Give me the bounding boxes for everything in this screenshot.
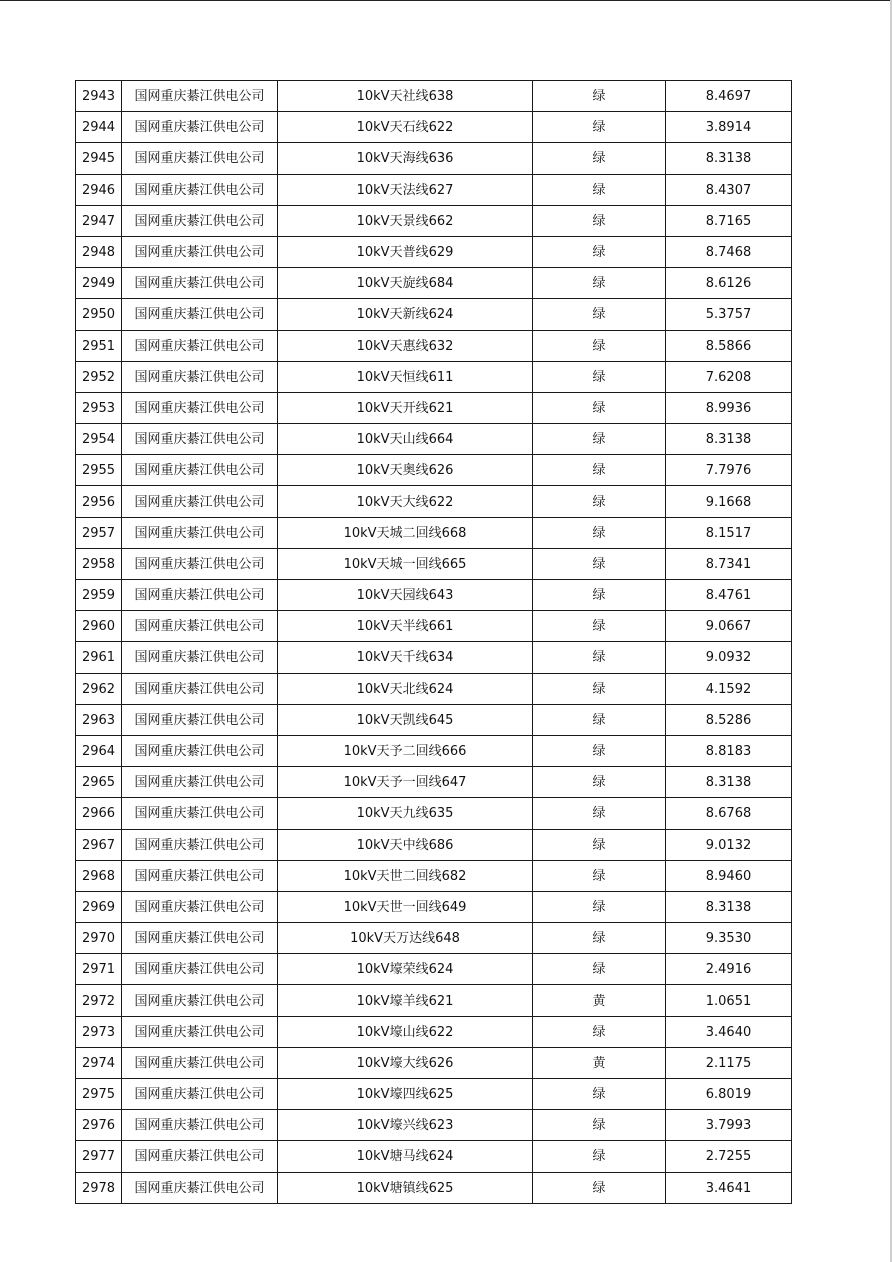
status-cell: 绿 — [533, 112, 666, 143]
line-name-cell: 10kV天城二回线668 — [278, 517, 533, 548]
row-number-cell: 2977 — [76, 1141, 122, 1172]
company-cell: 国网重庆綦江供电公司 — [122, 517, 278, 548]
row-number-cell: 2966 — [76, 798, 122, 829]
company-cell: 国网重庆綦江供电公司 — [122, 268, 278, 299]
status-cell: 绿 — [533, 361, 666, 392]
company-cell: 国网重庆綦江供电公司 — [122, 611, 278, 642]
company-cell: 国网重庆綦江供电公司 — [122, 735, 278, 766]
table-row — [76, 1079, 792, 1110]
value-cell: 8.9460 — [666, 860, 792, 891]
table-row — [76, 268, 792, 299]
row-number-cell: 2958 — [76, 548, 122, 579]
line-name-cell: 10kV天万达线648 — [278, 923, 533, 954]
line-name-cell: 10kV天惠线632 — [278, 330, 533, 361]
row-number-cell: 2962 — [76, 673, 122, 704]
status-cell: 黄 — [533, 985, 666, 1016]
line-name-cell: 10kV天予一回线647 — [278, 767, 533, 798]
table-row — [76, 81, 792, 112]
company-cell: 国网重庆綦江供电公司 — [122, 330, 278, 361]
company-cell: 国网重庆綦江供电公司 — [122, 143, 278, 174]
company-cell: 国网重庆綦江供电公司 — [122, 548, 278, 579]
value-cell: 8.7341 — [666, 548, 792, 579]
line-name-cell: 10kV天旋线684 — [278, 268, 533, 299]
company-cell: 国网重庆綦江供电公司 — [122, 704, 278, 735]
value-cell: 8.1517 — [666, 517, 792, 548]
value-cell: 9.0132 — [666, 829, 792, 860]
company-cell: 国网重庆綦江供电公司 — [122, 1141, 278, 1172]
line-name-cell: 10kV天凯线645 — [278, 704, 533, 735]
company-cell: 国网重庆綦江供电公司 — [122, 767, 278, 798]
table-row — [76, 891, 792, 922]
table-row — [76, 392, 792, 423]
company-cell: 国网重庆綦江供电公司 — [122, 891, 278, 922]
line-name-cell: 10kV天予二回线666 — [278, 735, 533, 766]
table-row — [76, 548, 792, 579]
company-cell: 国网重庆綦江供电公司 — [122, 424, 278, 455]
value-cell: 3.8914 — [666, 112, 792, 143]
table-row — [76, 299, 792, 330]
row-number-cell: 2976 — [76, 1110, 122, 1141]
status-cell: 绿 — [533, 798, 666, 829]
table-row — [76, 517, 792, 548]
table-row — [76, 174, 792, 205]
row-number-cell: 2968 — [76, 860, 122, 891]
line-name-cell: 10kV天世一回线649 — [278, 891, 533, 922]
status-cell: 绿 — [533, 268, 666, 299]
company-cell: 国网重庆綦江供电公司 — [122, 455, 278, 486]
row-number-cell: 2973 — [76, 1016, 122, 1047]
line-name-cell: 10kV天法线627 — [278, 174, 533, 205]
line-name-cell: 10kV天新线624 — [278, 299, 533, 330]
row-number-cell: 2970 — [76, 923, 122, 954]
value-cell: 8.7468 — [666, 236, 792, 267]
row-number-cell: 2949 — [76, 268, 122, 299]
line-name-cell: 10kV天九线635 — [278, 798, 533, 829]
value-cell: 8.3138 — [666, 424, 792, 455]
row-number-cell: 2956 — [76, 486, 122, 517]
status-cell: 绿 — [533, 891, 666, 922]
row-number-cell: 2947 — [76, 205, 122, 236]
company-cell: 国网重庆綦江供电公司 — [122, 1079, 278, 1110]
line-name-cell: 10kV壕四线625 — [278, 1079, 533, 1110]
line-name-cell: 10kV天园线643 — [278, 580, 533, 611]
status-cell: 绿 — [533, 143, 666, 174]
value-cell: 3.4641 — [666, 1172, 792, 1203]
status-cell: 绿 — [533, 236, 666, 267]
company-cell: 国网重庆綦江供电公司 — [122, 642, 278, 673]
value-cell: 8.9936 — [666, 392, 792, 423]
table-row — [76, 704, 792, 735]
row-number-cell: 2963 — [76, 704, 122, 735]
value-cell: 8.4307 — [666, 174, 792, 205]
line-name-cell: 10kV天北线624 — [278, 673, 533, 704]
line-name-cell: 10kV天山线664 — [278, 424, 533, 455]
line-name-cell: 10kV天世二回线682 — [278, 860, 533, 891]
company-cell: 国网重庆綦江供电公司 — [122, 81, 278, 112]
value-cell: 7.7976 — [666, 455, 792, 486]
data-table — [75, 80, 792, 1204]
table-row — [76, 486, 792, 517]
table-row — [76, 829, 792, 860]
line-name-cell: 10kV天城一回线665 — [278, 548, 533, 579]
table-row — [76, 954, 792, 985]
table-body — [76, 81, 792, 1204]
row-number-cell: 2972 — [76, 985, 122, 1016]
value-cell: 3.7993 — [666, 1110, 792, 1141]
line-name-cell: 10kV天开线621 — [278, 392, 533, 423]
status-cell: 绿 — [533, 767, 666, 798]
row-number-cell: 2960 — [76, 611, 122, 642]
table-row — [76, 112, 792, 143]
table-row — [76, 143, 792, 174]
table-row — [76, 580, 792, 611]
status-cell: 绿 — [533, 517, 666, 548]
status-cell: 绿 — [533, 704, 666, 735]
page-top-border — [0, 0, 892, 1]
value-cell: 5.3757 — [666, 299, 792, 330]
line-name-cell: 10kV天社线638 — [278, 81, 533, 112]
value-cell: 9.1668 — [666, 486, 792, 517]
row-number-cell: 2953 — [76, 392, 122, 423]
status-cell: 绿 — [533, 174, 666, 205]
row-number-cell: 2943 — [76, 81, 122, 112]
line-name-cell: 10kV天景线662 — [278, 205, 533, 236]
status-cell: 绿 — [533, 829, 666, 860]
line-name-cell: 10kV塘马线624 — [278, 1141, 533, 1172]
status-cell: 绿 — [533, 954, 666, 985]
value-cell: 1.0651 — [666, 985, 792, 1016]
table-row — [76, 1141, 792, 1172]
status-cell: 绿 — [533, 299, 666, 330]
row-number-cell: 2959 — [76, 580, 122, 611]
line-name-cell: 10kV天恒线611 — [278, 361, 533, 392]
value-cell: 8.6768 — [666, 798, 792, 829]
value-cell: 9.3530 — [666, 923, 792, 954]
line-name-cell: 10kV天千线634 — [278, 642, 533, 673]
value-cell: 8.3138 — [666, 891, 792, 922]
status-cell: 绿 — [533, 1016, 666, 1047]
table-row — [76, 611, 792, 642]
table-row — [76, 1172, 792, 1203]
row-number-cell: 2974 — [76, 1047, 122, 1078]
value-cell: 8.3138 — [666, 767, 792, 798]
row-number-cell: 2946 — [76, 174, 122, 205]
company-cell: 国网重庆綦江供电公司 — [122, 1016, 278, 1047]
company-cell: 国网重庆綦江供电公司 — [122, 985, 278, 1016]
company-cell: 国网重庆綦江供电公司 — [122, 860, 278, 891]
line-name-cell: 10kV天奥线626 — [278, 455, 533, 486]
value-cell: 8.4697 — [666, 81, 792, 112]
line-name-cell: 10kV壕兴线623 — [278, 1110, 533, 1141]
row-number-cell: 2952 — [76, 361, 122, 392]
value-cell: 4.1592 — [666, 673, 792, 704]
table-row — [76, 642, 792, 673]
value-cell: 2.4916 — [666, 954, 792, 985]
line-name-cell: 10kV壕山线622 — [278, 1016, 533, 1047]
value-cell: 3.4640 — [666, 1016, 792, 1047]
status-cell: 绿 — [533, 392, 666, 423]
company-cell: 国网重庆綦江供电公司 — [122, 1047, 278, 1078]
table-row — [76, 985, 792, 1016]
company-cell: 国网重庆綦江供电公司 — [122, 486, 278, 517]
status-cell: 绿 — [533, 860, 666, 891]
status-cell: 绿 — [533, 1110, 666, 1141]
value-cell: 8.5866 — [666, 330, 792, 361]
value-cell: 8.8183 — [666, 735, 792, 766]
table-row — [76, 236, 792, 267]
table-row — [76, 860, 792, 891]
status-cell: 黄 — [533, 1047, 666, 1078]
status-cell: 绿 — [533, 1172, 666, 1203]
value-cell: 8.4761 — [666, 580, 792, 611]
row-number-cell: 2954 — [76, 424, 122, 455]
line-name-cell: 10kV天普线629 — [278, 236, 533, 267]
company-cell: 国网重庆綦江供电公司 — [122, 798, 278, 829]
status-cell: 绿 — [533, 205, 666, 236]
line-name-cell: 10kV壕羊线621 — [278, 985, 533, 1016]
table-row — [76, 455, 792, 486]
value-cell: 9.0932 — [666, 642, 792, 673]
status-cell: 绿 — [533, 1141, 666, 1172]
line-name-cell: 10kV天半线661 — [278, 611, 533, 642]
company-cell: 国网重庆綦江供电公司 — [122, 205, 278, 236]
table-row — [76, 767, 792, 798]
status-cell: 绿 — [533, 735, 666, 766]
line-name-cell: 10kV天海线636 — [278, 143, 533, 174]
status-cell: 绿 — [533, 673, 666, 704]
status-cell: 绿 — [533, 330, 666, 361]
row-number-cell: 2951 — [76, 330, 122, 361]
line-name-cell: 10kV天中线686 — [278, 829, 533, 860]
table-row — [76, 1047, 792, 1078]
row-number-cell: 2948 — [76, 236, 122, 267]
value-cell: 9.0667 — [666, 611, 792, 642]
status-cell: 绿 — [533, 81, 666, 112]
row-number-cell: 2964 — [76, 735, 122, 766]
company-cell: 国网重庆綦江供电公司 — [122, 954, 278, 985]
company-cell: 国网重庆綦江供电公司 — [122, 829, 278, 860]
line-name-cell: 10kV壕荣线624 — [278, 954, 533, 985]
company-cell: 国网重庆綦江供电公司 — [122, 236, 278, 267]
value-cell: 2.7255 — [666, 1141, 792, 1172]
table-row — [76, 424, 792, 455]
status-cell: 绿 — [533, 486, 666, 517]
value-cell: 8.7165 — [666, 205, 792, 236]
company-cell: 国网重庆綦江供电公司 — [122, 580, 278, 611]
row-number-cell: 2950 — [76, 299, 122, 330]
row-number-cell: 2969 — [76, 891, 122, 922]
row-number-cell: 2945 — [76, 143, 122, 174]
line-name-cell: 10kV塘镇线625 — [278, 1172, 533, 1203]
value-cell: 8.3138 — [666, 143, 792, 174]
row-number-cell: 2967 — [76, 829, 122, 860]
table-row — [76, 1016, 792, 1047]
line-name-cell: 10kV天大线622 — [278, 486, 533, 517]
value-cell: 2.1175 — [666, 1047, 792, 1078]
value-cell: 6.8019 — [666, 1079, 792, 1110]
line-name-cell: 10kV壕大线626 — [278, 1047, 533, 1078]
status-cell: 绿 — [533, 580, 666, 611]
table-row — [76, 923, 792, 954]
row-number-cell: 2971 — [76, 954, 122, 985]
row-number-cell: 2965 — [76, 767, 122, 798]
value-cell: 7.6208 — [666, 361, 792, 392]
company-cell: 国网重庆綦江供电公司 — [122, 923, 278, 954]
table-row — [76, 735, 792, 766]
company-cell: 国网重庆綦江供电公司 — [122, 673, 278, 704]
company-cell: 国网重庆綦江供电公司 — [122, 361, 278, 392]
status-cell: 绿 — [533, 548, 666, 579]
table-row — [76, 361, 792, 392]
status-cell: 绿 — [533, 923, 666, 954]
table-row — [76, 798, 792, 829]
company-cell: 国网重庆綦江供电公司 — [122, 112, 278, 143]
value-cell: 8.6126 — [666, 268, 792, 299]
company-cell: 国网重庆綦江供电公司 — [122, 1172, 278, 1203]
company-cell: 国网重庆綦江供电公司 — [122, 299, 278, 330]
table-row — [76, 1110, 792, 1141]
company-cell: 国网重庆綦江供电公司 — [122, 392, 278, 423]
status-cell: 绿 — [533, 1079, 666, 1110]
table-row — [76, 673, 792, 704]
row-number-cell: 2961 — [76, 642, 122, 673]
company-cell: 国网重庆綦江供电公司 — [122, 1110, 278, 1141]
line-name-cell: 10kV天石线622 — [278, 112, 533, 143]
table-row — [76, 205, 792, 236]
row-number-cell: 2975 — [76, 1079, 122, 1110]
row-number-cell: 2957 — [76, 517, 122, 548]
status-cell: 绿 — [533, 642, 666, 673]
company-cell: 国网重庆綦江供电公司 — [122, 174, 278, 205]
row-number-cell: 2944 — [76, 112, 122, 143]
value-cell: 8.5286 — [666, 704, 792, 735]
row-number-cell: 2978 — [76, 1172, 122, 1203]
status-cell: 绿 — [533, 424, 666, 455]
status-cell: 绿 — [533, 611, 666, 642]
row-number-cell: 2955 — [76, 455, 122, 486]
status-cell: 绿 — [533, 455, 666, 486]
table-row — [76, 330, 792, 361]
